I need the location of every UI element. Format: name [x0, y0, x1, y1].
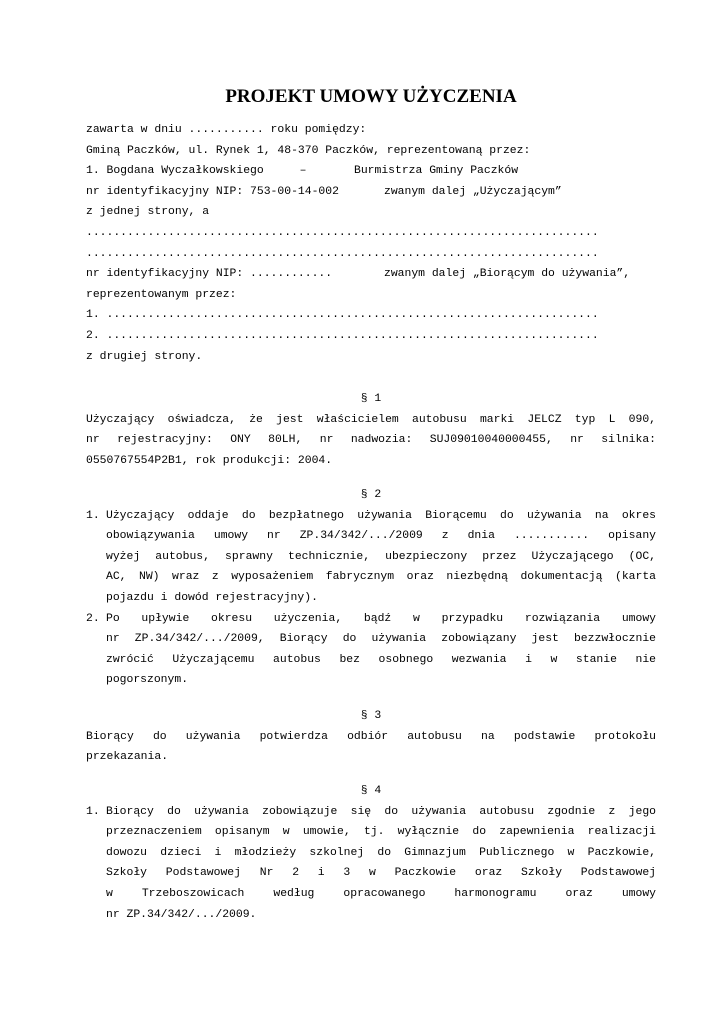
- section-number: § 1: [360, 393, 382, 405]
- representative-name: 1. Bogdana Wyczałkowskiego: [86, 165, 264, 178]
- party2-name-blank-2: ...........................................................................: [86, 247, 599, 260]
- party2-representative-2: 2. ........................................................................: [86, 329, 599, 342]
- paragraph-line: Użyczający oddaje do bezpłatnego używania Biorącemu do używania na okres: [106, 509, 656, 522]
- paragraph-line: wyżej autobus, sprawny technicznie, ubezpieczony przez Użyczającego (OC,: [106, 550, 656, 563]
- paragraph-line: przekazania.: [86, 751, 169, 764]
- paragraph-line: dowozu dzieci i młodzieży szkolnej do Gimnazjum Publicznego w Paczkowie,: [106, 846, 656, 859]
- paragraph-line: przeznaczeniem opisanym w umowie, tj. wyłącznie do zapewnienia realizacji: [106, 826, 656, 839]
- list-item: [86, 506, 656, 609]
- party1-closing-line: z jednej strony, a: [86, 206, 210, 219]
- party1-nip: nr identyfikacyjny NIP: 753-00-14-002: [86, 185, 339, 198]
- section-4: [86, 781, 656, 925]
- paragraph-line: pogorszonym.: [106, 674, 189, 687]
- party2-representative-1: 1. ........................................................................: [86, 309, 599, 322]
- section-number: § 2: [360, 489, 382, 501]
- item-number: 1.: [86, 805, 100, 818]
- paragraph-line: obowiązywania umowy nr ZP.34/342/.../2009 z dnia ........... opisany: [106, 530, 656, 543]
- party1-nip-line: [86, 182, 656, 203]
- paragraph-line: Użyczający oświadcza, że jest właścicielem autobusu marki JELCZ typ L 090,: [86, 413, 656, 426]
- representative-title: Burmistrza Gminy Paczków: [354, 165, 519, 178]
- contract-date-line: zawarta w dniu ........... roku pomiędzy:: [86, 124, 367, 136]
- item-number: 2.: [86, 612, 100, 625]
- party1-name-line: Gminą Paczków, ul. Rynek 1, 48-370 Paczków, reprezentowaną przez:: [86, 144, 531, 157]
- party2-alias: zwanym dalej „Biorącym do używania”,: [384, 268, 631, 281]
- paragraph-line: w Trzeboszowicach według opracowanego harmonogramu oraz umowy: [106, 887, 656, 900]
- paragraph-line: nr rejestracyjny: ONY 80LH, nr nadwozia: SUJ09010040000455, nr silnika:: [86, 434, 656, 447]
- contract-parties: [86, 120, 656, 367]
- dash: –: [299, 165, 307, 178]
- paragraph-line: zwrócić Użyczającemu autobus bez osobnego wezwania i w stanie nie: [106, 653, 656, 666]
- section-3: [86, 706, 656, 768]
- item-number: 1.: [86, 509, 100, 522]
- party2-closing-line: z drugiej strony.: [86, 350, 203, 363]
- paragraph-line: AC, NW) wraz z wyposażeniem fabrycznym oraz niezbędną dokumentacją (karta: [106, 571, 656, 584]
- party2-represented-by: reprezentowanym przez:: [86, 288, 237, 301]
- paragraph-line: 0550767554P2B1, rok produkcji: 2004.: [86, 454, 333, 467]
- paragraph-line: nr ZP.34/342/.../2009, Biorący do używania zobowiązany jest bezzwłocznie: [106, 633, 656, 646]
- page-content: [86, 0, 656, 1024]
- list-item: [86, 609, 656, 691]
- section-1: [86, 389, 656, 471]
- paragraph-line: pojazdu i dowód rejestracyjny).: [106, 591, 318, 604]
- party2-name-blank-1: ...........................................................................: [86, 226, 599, 239]
- paragraph-line: Biorący do używania potwierdza odbiór autobusu na podstawie protokołu: [86, 730, 656, 743]
- section-number: § 4: [360, 785, 382, 797]
- paragraph-line: Biorący do używania zobowiązuje się do używania autobusu zgodnie z jego: [106, 805, 656, 818]
- party1-alias: zwanym dalej „Użyczającym”: [384, 185, 562, 198]
- paragraph-line: Po upływie okresu użyczenia, bądź w przypadku rozwiązania umowy: [106, 612, 656, 625]
- paragraph-line: nr ZP.34/342/.../2009.: [106, 908, 257, 921]
- section-2: [86, 485, 656, 691]
- party2-nip: nr identyfikacyjny NIP: ............: [86, 268, 333, 281]
- list-item: [86, 802, 656, 926]
- document-title: PROJEKT UMOWY UŻYCZENIA: [225, 86, 517, 107]
- section-number: § 3: [360, 710, 382, 722]
- party1-representative-line: [86, 161, 656, 182]
- party2-nip-line: [86, 264, 656, 285]
- paragraph-line: Szkoły Podstawowej Nr 2 i 3 w Paczkowie oraz Szkoły Podstawowej: [106, 867, 656, 880]
